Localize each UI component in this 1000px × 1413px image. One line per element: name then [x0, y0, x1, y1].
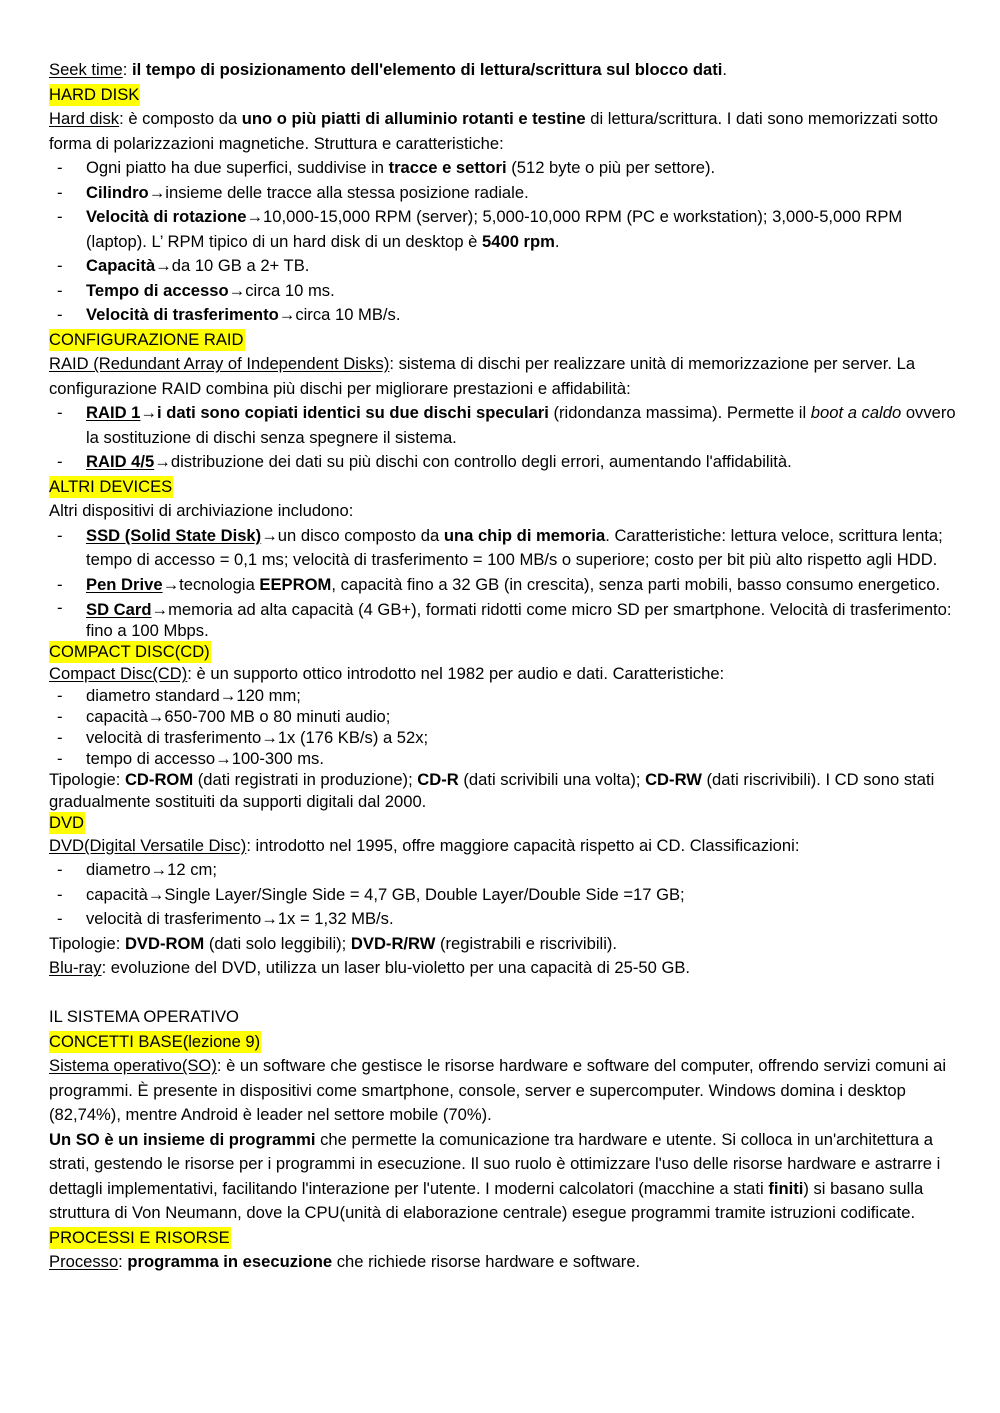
- term: Seek time: [49, 60, 123, 79]
- list-item: - capacità→650-700 MB o 80 minuti audio;: [49, 706, 959, 727]
- altri-intro: Altri dispositivi di archiviazione includono:: [49, 501, 354, 520]
- section-heading-raid: CONFIGURAZIONE RAID: [49, 329, 244, 349]
- list-item: - velocità di trasferimento→1x (176 KB/s) a 52x;: [49, 727, 959, 748]
- bluray-line: Blu-ray: evoluzione del DVD, utilizza un laser blu-violetto per una capacità di 25-50 GB.: [49, 958, 691, 978]
- section-heading-compact-disc: COMPACT DISC(CD): [49, 642, 210, 662]
- list-item: - capacità→Single Layer/Single Side = 4,7 GB, Double Layer/Double Side =17 GB;: [49, 883, 959, 908]
- chapter-title: IL SISTEMA OPERATIVO: [49, 1007, 239, 1027]
- so-intro: Sistema operativo(SO): è un software che gestisce le risorse hardware e software del computer, offrendo servizi comuni ai programmi. È presente in dispositivi come smartphone, console, server e supercomputer. Windows domina i desktop (82,74%), mentre Android è leader nel settore mobile (70%).: [49, 1056, 947, 1125]
- section-heading-dvd: DVD: [49, 812, 85, 832]
- section-heading-processi: PROCESSI E RISORSE: [49, 1227, 230, 1247]
- dvd-types: Tipologie: DVD-ROM (dati solo leggibili); DVD-R/RW (registrabili e riscrivibili).: [49, 933, 618, 953]
- document-page: [49, 58, 959, 1275]
- list-item: - Cilindro→insieme delle tracce alla stessa posizione radiale.: [49, 181, 959, 206]
- blank-line: [49, 981, 959, 1006]
- section-heading-altri-devices: ALTRI DEVICES: [49, 476, 173, 496]
- list-item: - Capacità→da 10 GB a 2+ TB.: [49, 254, 959, 279]
- list-item: - velocità di trasferimento→1x = 1,32 MB/s.: [49, 907, 959, 932]
- raid-intro: RAID (Redundant Array of Independent Disks): sistema di dischi per realizzare unità di memorizzazione per server. La configurazione RAID combina più dischi per migliorare prestazioni e affidabilità:: [49, 354, 916, 398]
- list-item: - RAID 1→i dati sono copiati identici su due dischi speculari (ridondanza massima). Permette il boot a caldo ovvero la sostituzione di dischi senza spegnere il sistema.: [49, 401, 959, 450]
- dvd-intro: DVD(Digital Versatile Disc): introdotto nel 1995, offre maggiore capacità rispetto ai CD. Classificazioni:: [49, 835, 800, 855]
- hard-disk-intro: Hard disk: è composto da uno o più piatti di alluminio rotanti e testine di lettura/scrittura. I dati sono memorizzati sotto forma di polarizzazioni magnetiche. Struttura e caratteristiche:: [49, 109, 938, 153]
- list-item: - Tempo di accesso→circa 10 ms.: [49, 279, 959, 304]
- list-item: - SSD (Solid State Disk)→un disco composto da una chip di memoria. Caratteristiche: lettura veloce, scrittura lenta; tempo di accesso = 0,1 ms; velocità di trasferimento = 100 MB/s o superiore; costo per bit più alto rispetto agli HDD.: [49, 524, 959, 573]
- list-item: - Ogni piatto ha due superfici, suddivise in tracce e settori (512 byte o più per settore).: [49, 156, 959, 181]
- list-item: - tempo di accesso→100-300 ms.: [49, 748, 959, 769]
- list-item: - Velocità di rotazione→10,000-15,000 RPM (server); 5,000-10,000 RPM (PC e workstation); 3,000-5,000 RPM (laptop). L’ RPM tipico di un hard disk di un desktop è 5400 rpm.: [49, 205, 959, 254]
- list-item: - Velocità di trasferimento→circa 10 MB/s.: [49, 303, 959, 328]
- cd-intro: Compact Disc(CD): è un supporto ottico introdotto nel 1982 per audio e dati. Caratteristiche:: [49, 664, 725, 684]
- section-heading-hard-disk: HARD DISK: [49, 84, 140, 104]
- so-paragraph: Un SO è un insieme di programmi che permette la comunicazione tra hardware e utente. Si colloca in un'architettura a strati, gestendo le risorse per i programmi in esecuzione. Il suo ruolo è ottimizzare l'uso delle risorse hardware e astrarre i dettagli implementativi, facilitando l'interazione per l'utente. I moderni calcolatori (macchine a stati finiti) si basano sulla struttura di Von Neumann, dove la CPU(unità di elaborazione centrale) esegue programmi tramite istruzioni codificate.: [49, 1129, 941, 1223]
- list-item: - diametro→12 cm;: [49, 858, 959, 883]
- section-heading-concetti-base: CONCETTI BASE(lezione 9): [49, 1031, 261, 1051]
- list-item: - Pen Drive→tecnologia EEPROM, capacità fino a 32 GB (in crescita), senza parti mobili, basso consumo energetico.: [49, 573, 959, 598]
- cd-types: Tipologie: CD-ROM (dati registrati in produzione); CD-R (dati scrivibili una volta); CD-RW (dati riscrivibili). I CD sono stati gradualmente sostituiti da supporti digitali dal 2000.: [49, 770, 935, 811]
- list-item: - diametro standard→120 mm;: [49, 685, 959, 706]
- list-item: - RAID 4/5→distribuzione dei dati su più dischi con controllo degli errori, aumentando l'affidabilità.: [49, 450, 959, 475]
- list-item: - SD Card→memoria ad alta capacità (4 GB+), formati ridotti come micro SD per smartphone. Velocità di trasferimento: fino a 100 Mbps.: [49, 597, 959, 641]
- seek-time-line: Seek time: il tempo di posizionamento dell'elemento di lettura/scrittura sul blocco dati.: [49, 60, 727, 79]
- processo-line: Processo: programma in esecuzione che richiede risorse hardware e software.: [49, 1252, 641, 1272]
